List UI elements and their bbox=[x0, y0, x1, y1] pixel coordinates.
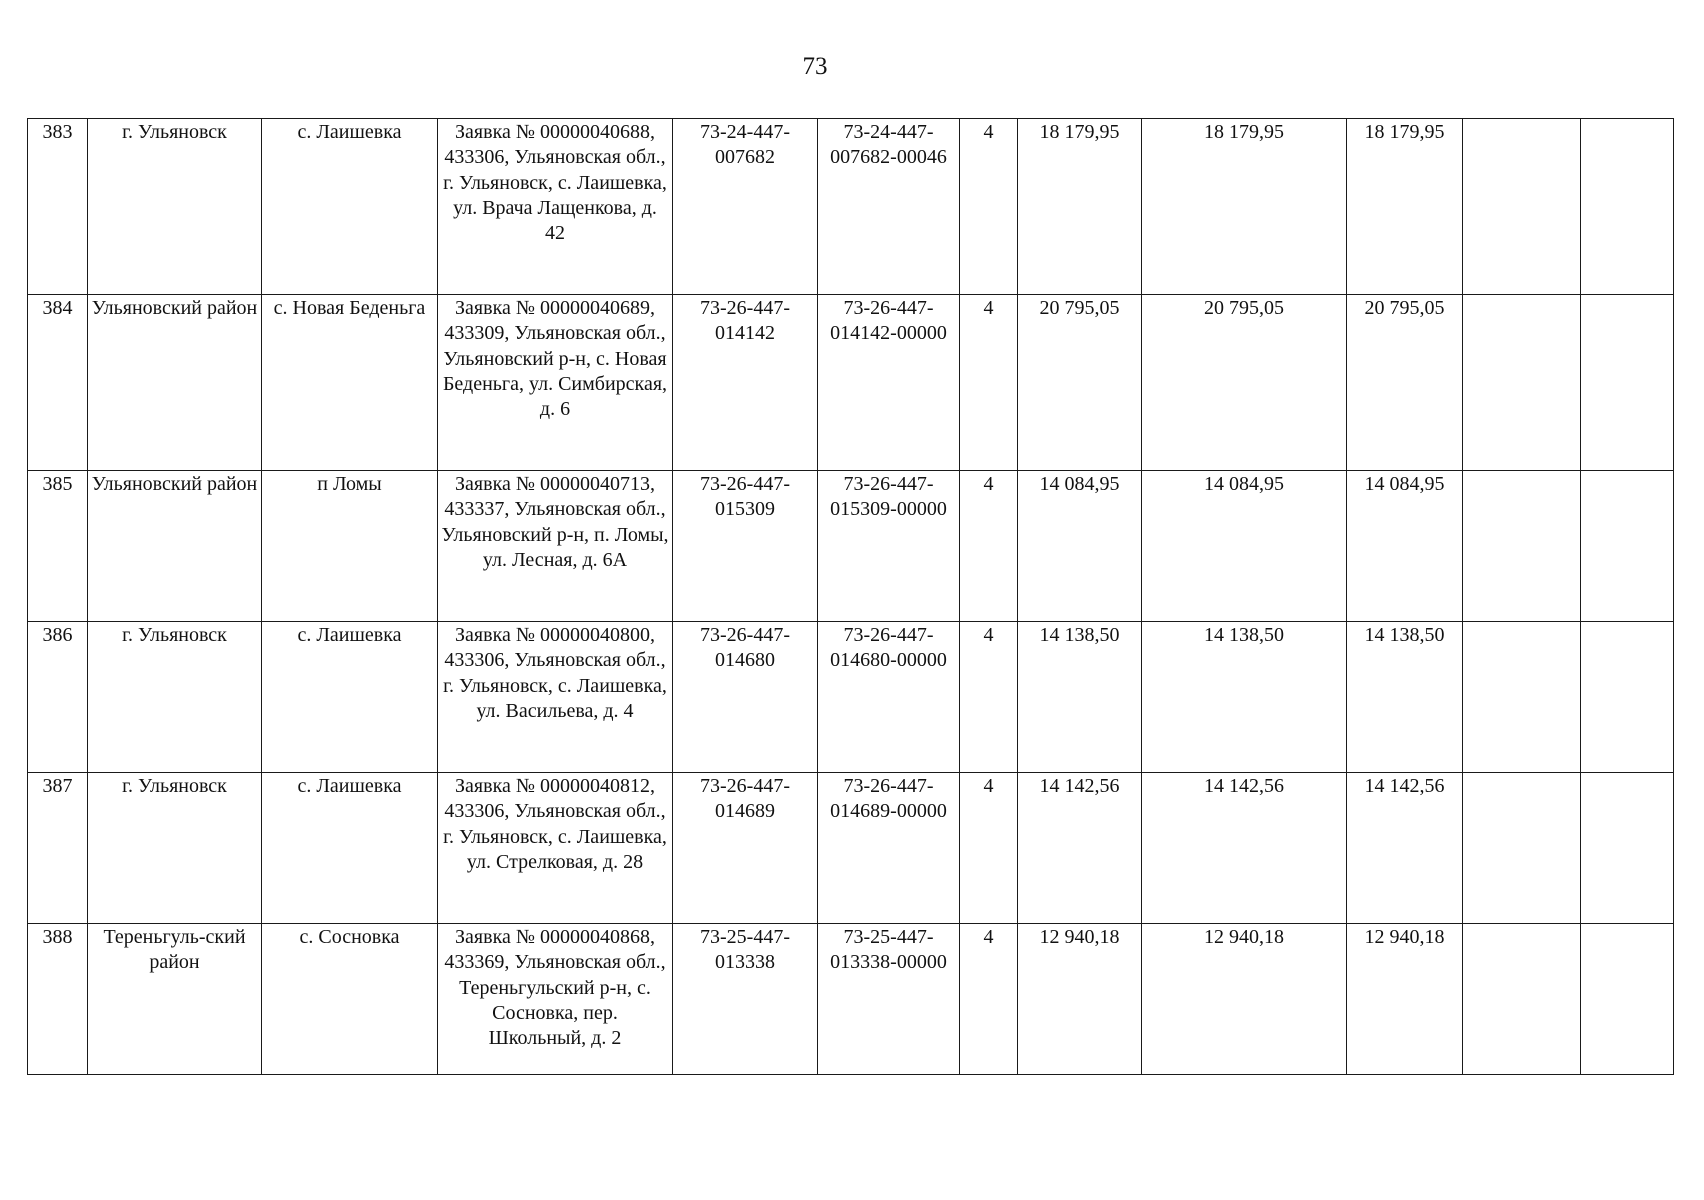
empty-cell bbox=[1463, 471, 1581, 622]
empty-cell bbox=[1463, 119, 1581, 295]
amount-cell: 12 940,18 bbox=[1018, 924, 1142, 1075]
object-code-cell: 73-25-447-013338-00000 bbox=[818, 924, 960, 1075]
amount-cell: 20 795,05 bbox=[1142, 295, 1347, 471]
request-cell: Заявка № 00000040812, 433306, Ульяновская обл., г. Ульяновск, с. Лаишевка, ул. Стрелковая, д. 28 bbox=[438, 773, 673, 924]
count-cell: 4 bbox=[960, 622, 1018, 773]
request-cell: Заявка № 00000040689, 433309, Ульяновская обл., Ульяновский р-н, с. Новая Беденьга, ул. Симбирская, д. 6 bbox=[438, 295, 673, 471]
district-cell: г. Ульяновск bbox=[88, 622, 262, 773]
empty-cell bbox=[1581, 119, 1674, 295]
amount-cell: 14 142,56 bbox=[1347, 773, 1463, 924]
amount-cell: 20 795,05 bbox=[1018, 295, 1142, 471]
registry-table bbox=[27, 118, 1674, 1075]
amount-cell: 14 138,50 bbox=[1347, 622, 1463, 773]
amount-cell: 12 940,18 bbox=[1142, 924, 1347, 1075]
cadastral-code-cell: 73-26-447-015309 bbox=[673, 471, 818, 622]
object-code-cell: 73-26-447-014680-00000 bbox=[818, 622, 960, 773]
cadastral-code-cell: 73-24-447-007682 bbox=[673, 119, 818, 295]
row-number: 383 bbox=[28, 119, 88, 295]
empty-cell bbox=[1581, 924, 1674, 1075]
empty-cell bbox=[1463, 773, 1581, 924]
settlement-cell: с. Лаишевка bbox=[262, 622, 438, 773]
amount-cell: 14 138,50 bbox=[1142, 622, 1347, 773]
table-row bbox=[28, 924, 1674, 1075]
amount-cell: 14 142,56 bbox=[1142, 773, 1347, 924]
table-row bbox=[28, 119, 1674, 295]
empty-cell bbox=[1581, 471, 1674, 622]
request-cell: Заявка № 00000040800, 433306, Ульяновская обл., г. Ульяновск, с. Лаишевка, ул. Васильева, д. 4 bbox=[438, 622, 673, 773]
amount-cell: 18 179,95 bbox=[1142, 119, 1347, 295]
empty-cell bbox=[1463, 295, 1581, 471]
amount-cell: 14 084,95 bbox=[1018, 471, 1142, 622]
count-cell: 4 bbox=[960, 924, 1018, 1075]
row-number: 384 bbox=[28, 295, 88, 471]
cadastral-code-cell: 73-25-447-013338 bbox=[673, 924, 818, 1075]
empty-cell bbox=[1463, 622, 1581, 773]
row-number: 386 bbox=[28, 622, 88, 773]
table-row bbox=[28, 471, 1674, 622]
amount-cell: 14 084,95 bbox=[1347, 471, 1463, 622]
object-code-cell: 73-26-447-014142-00000 bbox=[818, 295, 960, 471]
amount-cell: 14 142,56 bbox=[1018, 773, 1142, 924]
request-cell: Заявка № 00000040868, 433369, Ульяновская обл., Тереньгульский р-н, с. Сосновка, пер. Школьный, д. 2 bbox=[438, 924, 673, 1075]
cadastral-code-cell: 73-26-447-014680 bbox=[673, 622, 818, 773]
district-cell: Ульяновский район bbox=[88, 295, 262, 471]
district-cell: г. Ульяновск bbox=[88, 119, 262, 295]
cadastral-code-cell: 73-26-447-014142 bbox=[673, 295, 818, 471]
amount-cell: 18 179,95 bbox=[1347, 119, 1463, 295]
amount-cell: 14 084,95 bbox=[1142, 471, 1347, 622]
count-cell: 4 bbox=[960, 295, 1018, 471]
settlement-cell: с. Новая Беденьга bbox=[262, 295, 438, 471]
table-row bbox=[28, 622, 1674, 773]
cadastral-code-cell: 73-26-447-014689 bbox=[673, 773, 818, 924]
amount-cell: 20 795,05 bbox=[1347, 295, 1463, 471]
amount-cell: 14 138,50 bbox=[1018, 622, 1142, 773]
settlement-cell: п Ломы bbox=[262, 471, 438, 622]
empty-cell bbox=[1581, 295, 1674, 471]
district-cell: г. Ульяновск bbox=[88, 773, 262, 924]
amount-cell: 12 940,18 bbox=[1347, 924, 1463, 1075]
settlement-cell: с. Сосновка bbox=[262, 924, 438, 1075]
settlement-cell: с. Лаишевка bbox=[262, 773, 438, 924]
request-cell: Заявка № 00000040688, 433306, Ульяновская обл., г. Ульяновск, с. Лаишевка, ул. Врача Лащенкова, д. 42 bbox=[438, 119, 673, 295]
table-row bbox=[28, 773, 1674, 924]
empty-cell bbox=[1581, 622, 1674, 773]
object-code-cell: 73-26-447-014689-00000 bbox=[818, 773, 960, 924]
table-row bbox=[28, 295, 1674, 471]
object-code-cell: 73-24-447-007682-00046 bbox=[818, 119, 960, 295]
object-code-cell: 73-26-447-015309-00000 bbox=[818, 471, 960, 622]
count-cell: 4 bbox=[960, 119, 1018, 295]
empty-cell bbox=[1581, 773, 1674, 924]
district-cell: Тереньгуль-ский район bbox=[88, 924, 262, 1075]
amount-cell: 18 179,95 bbox=[1018, 119, 1142, 295]
count-cell: 4 bbox=[960, 773, 1018, 924]
settlement-cell: с. Лаишевка bbox=[262, 119, 438, 295]
request-cell: Заявка № 00000040713, 433337, Ульяновская обл., Ульяновский р-н, п. Ломы, ул. Лесная, д. 6А bbox=[438, 471, 673, 622]
row-number: 388 bbox=[28, 924, 88, 1075]
row-number: 385 bbox=[28, 471, 88, 622]
row-number: 387 bbox=[28, 773, 88, 924]
page-number: 73 bbox=[802, 53, 828, 80]
count-cell: 4 bbox=[960, 471, 1018, 622]
district-cell: Ульяновский район bbox=[88, 471, 262, 622]
empty-cell bbox=[1463, 924, 1581, 1075]
